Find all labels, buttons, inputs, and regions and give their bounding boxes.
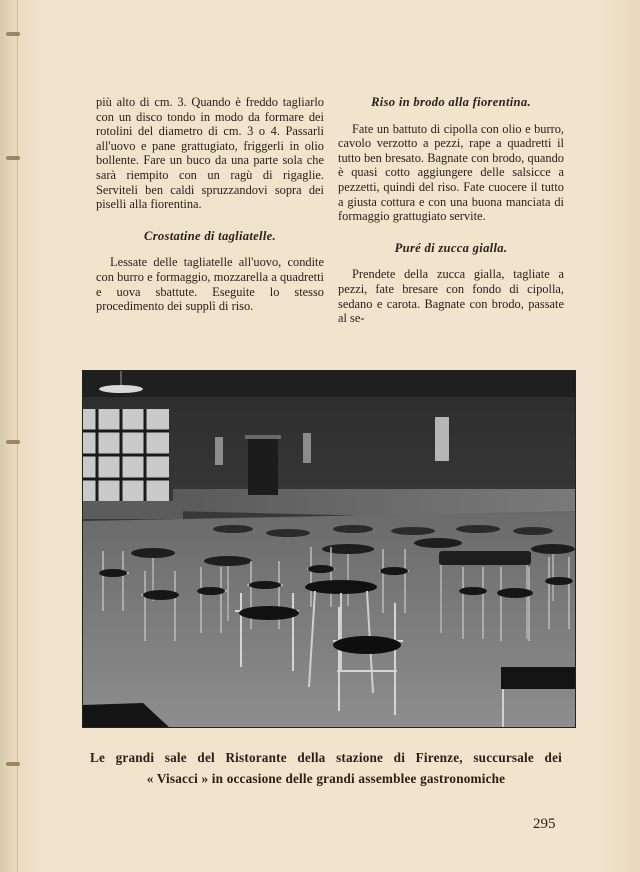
binding-stitch (6, 32, 20, 36)
recipe-title-crostatine: Crostatine di tagliatelle. (144, 228, 276, 243)
photo-caption (90, 747, 562, 789)
recipe-text-crostatine: Lessate delle tagliatelle all'uovo, condite con burro e formaggio, mozzarella a quadretti e uova sbattute. Eseguite lo stesso procedimento dei supplì di riso. (96, 255, 324, 314)
restaurant-hall-photo (82, 370, 576, 728)
right-text-column (338, 95, 564, 326)
caption-line-2: « Visacci » in occasione delle grandi assemblee gastronomiche (146, 771, 506, 786)
caption-line-1: Le grandi sale del Ristorante della stazione di Firenze, succursale dei (90, 750, 562, 765)
binding-stitch (6, 156, 20, 160)
page-number: 295 (533, 816, 556, 832)
binding-stitch (6, 762, 20, 766)
binding-stitch (6, 440, 20, 444)
recipe-title-pure: Puré di zucca gialla. (394, 240, 508, 255)
recipe-title-riso: Riso in brodo alla fiorentina. (371, 95, 531, 109)
page-binding-edge (0, 0, 18, 872)
continuation-paragraph: più alto di cm. 3. Quando è freddo tagliarlo con un disco tondo in modo da formare dei rotolini del diametro di cm. 3 o 4. Passarli all'uovo e pane grattugiato, friggerli in olio bollente. Fare un buco da una parte sola che sarà riempito con un ragù di rigaglie. Serviteli ben caldi spruzzandovi sopra dei piselli alla fiorentina. (96, 95, 324, 212)
recipe-text-pure: Prendete della zucca gialla, tagliate a pezzi, fate bresare con fondo di cipolla, sedano e carota. Bagnate con brodo, passate al se- (338, 267, 564, 326)
left-text-column (96, 95, 324, 314)
recipe-text-riso: Fate un battuto di cipolla con olio e burro, cavolo verzotto a pezzi, rape a quadretti il tutto ben bresato. Bagnate con brodo, quando è quasi cotto aggiungere delle salsicce a pezzetti, quindi del riso. Fate cuocere il tutto a giusta cottura e con una buona manciata di formaggio grattugiato servite. (338, 121, 564, 224)
